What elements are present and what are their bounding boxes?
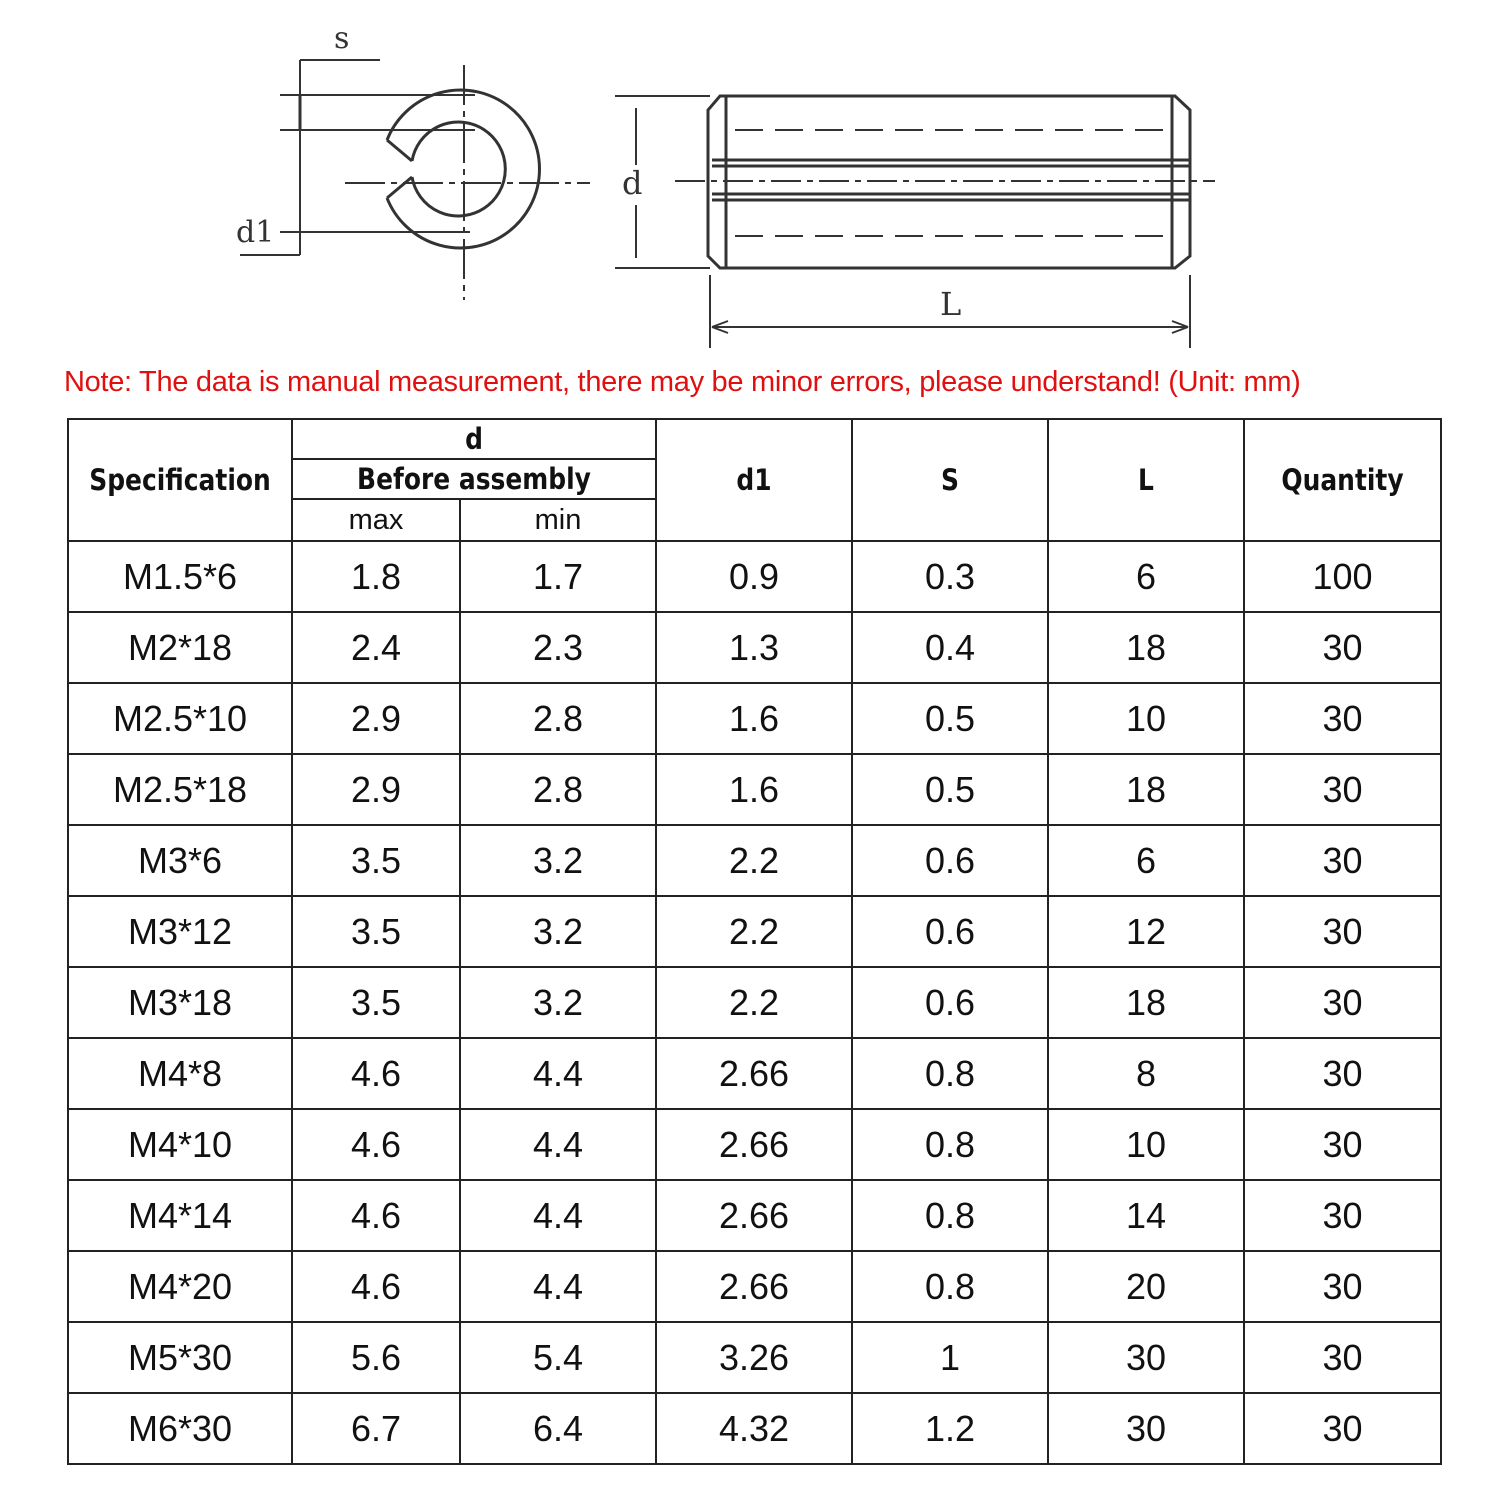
cell-spec: M2.5*18 [68, 754, 292, 825]
end-view-drawing [240, 60, 590, 300]
cell-spec: M2.5*10 [68, 683, 292, 754]
table-row [68, 1322, 1441, 1393]
cell-quantity: 30 [1244, 1109, 1441, 1180]
cell-l: 8 [1048, 1038, 1244, 1109]
cell-l: 14 [1048, 1180, 1244, 1251]
cell-quantity: 30 [1244, 754, 1441, 825]
cell-l: 30 [1048, 1393, 1244, 1464]
header-d1: d1 [670, 419, 839, 541]
cell-l: 18 [1048, 612, 1244, 683]
cell-quantity: 30 [1244, 683, 1441, 754]
cell-quantity: 30 [1244, 1251, 1441, 1322]
cell-s: 0.5 [852, 754, 1048, 825]
label-d1: d1 [236, 215, 275, 250]
cell-l: 18 [1048, 754, 1244, 825]
header-specification: Specification [84, 419, 277, 541]
table-row [68, 683, 1441, 754]
cell-d-max: 2.9 [292, 754, 460, 825]
measurement-note: Note: The data is manual measurement, there may be minor errors, please understand! (Unit: mm) [64, 366, 1301, 398]
cell-d1: 1.6 [656, 754, 852, 825]
cell-d1: 1.6 [656, 683, 852, 754]
cell-quantity: 30 [1244, 1038, 1441, 1109]
table-row [68, 1109, 1441, 1180]
table-row [68, 896, 1441, 967]
cell-d1: 2.2 [656, 825, 852, 896]
cell-s: 0.6 [852, 967, 1048, 1038]
header-l: L [1062, 419, 1231, 541]
cell-quantity: 30 [1244, 1322, 1441, 1393]
cell-l: 10 [1048, 683, 1244, 754]
cell-spec: M3*12 [68, 896, 292, 967]
cell-s: 0.8 [852, 1251, 1048, 1322]
table-row [68, 1180, 1441, 1251]
table-row [68, 825, 1441, 896]
cell-spec: M4*14 [68, 1180, 292, 1251]
table-row [68, 1251, 1441, 1322]
cell-quantity: 30 [1244, 612, 1441, 683]
cell-s: 0.8 [852, 1109, 1048, 1180]
cell-d-min: 5.4 [460, 1322, 656, 1393]
cell-spec: M1.5*6 [68, 541, 292, 612]
cell-d-min: 4.4 [460, 1180, 656, 1251]
header-before-assembly: Before assembly [317, 459, 630, 499]
cell-l: 18 [1048, 967, 1244, 1038]
label-s: s [334, 21, 350, 56]
cell-d1: 2.2 [656, 896, 852, 967]
header-max: max [292, 499, 460, 541]
cell-d1: 0.9 [656, 541, 852, 612]
spring-pin-diagram [0, 0, 1500, 360]
cell-s: 0.6 [852, 825, 1048, 896]
label-l: L [940, 285, 962, 323]
cell-quantity: 30 [1244, 1180, 1441, 1251]
cell-d-max: 5.6 [292, 1322, 460, 1393]
cell-s: 0.8 [852, 1180, 1048, 1251]
cell-s: 1 [852, 1322, 1048, 1393]
cell-spec: M4*20 [68, 1251, 292, 1322]
cell-d-min: 1.7 [460, 541, 656, 612]
cell-l: 20 [1048, 1251, 1244, 1322]
header-s: S [866, 419, 1035, 541]
table-row [68, 612, 1441, 683]
cell-d1: 2.2 [656, 967, 852, 1038]
cell-d1: 1.3 [656, 612, 852, 683]
cell-s: 1.2 [852, 1393, 1048, 1464]
cell-d-max: 6.7 [292, 1393, 460, 1464]
cell-d-min: 6.4 [460, 1393, 656, 1464]
cell-spec: M5*30 [68, 1322, 292, 1393]
cell-s: 0.6 [852, 896, 1048, 967]
header-d: d [317, 419, 630, 459]
cell-l: 30 [1048, 1322, 1244, 1393]
cell-s: 0.4 [852, 612, 1048, 683]
cell-d-min: 2.8 [460, 754, 656, 825]
cell-d1: 2.66 [656, 1251, 852, 1322]
cell-spec: M6*30 [68, 1393, 292, 1464]
cell-spec: M3*6 [68, 825, 292, 896]
table-body [68, 541, 1441, 1464]
cell-quantity: 30 [1244, 825, 1441, 896]
cell-quantity: 30 [1244, 1393, 1441, 1464]
cell-d-max: 4.6 [292, 1251, 460, 1322]
table-row [68, 967, 1441, 1038]
cell-d-min: 2.8 [460, 683, 656, 754]
cell-d-max: 4.6 [292, 1109, 460, 1180]
cell-s: 0.3 [852, 541, 1048, 612]
cell-d-min: 3.2 [460, 967, 656, 1038]
header-quantity: Quantity [1258, 419, 1427, 541]
cell-d-max: 1.8 [292, 541, 460, 612]
cell-d1: 2.66 [656, 1038, 852, 1109]
table-row [68, 1038, 1441, 1109]
cell-l: 6 [1048, 825, 1244, 896]
cell-quantity: 100 [1244, 541, 1441, 612]
cell-d-min: 4.4 [460, 1038, 656, 1109]
cell-d-min: 3.2 [460, 825, 656, 896]
cell-spec: M3*18 [68, 967, 292, 1038]
cell-d1: 2.66 [656, 1109, 852, 1180]
cell-d-max: 2.9 [292, 683, 460, 754]
table-row [68, 1393, 1441, 1464]
cell-d-max: 4.6 [292, 1038, 460, 1109]
cell-quantity: 30 [1244, 967, 1441, 1038]
cell-d-max: 4.6 [292, 1180, 460, 1251]
spec-table [67, 418, 1442, 1465]
cell-d1: 3.26 [656, 1322, 852, 1393]
cell-spec: M4*10 [68, 1109, 292, 1180]
cell-d1: 2.66 [656, 1180, 852, 1251]
cell-spec: M2*18 [68, 612, 292, 683]
cell-l: 6 [1048, 541, 1244, 612]
cell-d-min: 3.2 [460, 896, 656, 967]
cell-d-max: 3.5 [292, 896, 460, 967]
cell-d-max: 3.5 [292, 825, 460, 896]
cell-l: 12 [1048, 896, 1244, 967]
cell-d1: 4.32 [656, 1393, 852, 1464]
cell-d-min: 4.4 [460, 1251, 656, 1322]
side-view-drawing [615, 96, 1215, 348]
cell-d-min: 4.4 [460, 1109, 656, 1180]
cell-s: 0.8 [852, 1038, 1048, 1109]
cell-d-max: 3.5 [292, 967, 460, 1038]
table-row [68, 754, 1441, 825]
cell-d-max: 2.4 [292, 612, 460, 683]
cell-l: 10 [1048, 1109, 1244, 1180]
table-row [68, 541, 1441, 612]
cell-quantity: 30 [1244, 896, 1441, 967]
cell-spec: M4*8 [68, 1038, 292, 1109]
label-d: d [622, 164, 643, 202]
cell-d-min: 2.3 [460, 612, 656, 683]
header-min: min [460, 499, 656, 541]
cell-s: 0.5 [852, 683, 1048, 754]
